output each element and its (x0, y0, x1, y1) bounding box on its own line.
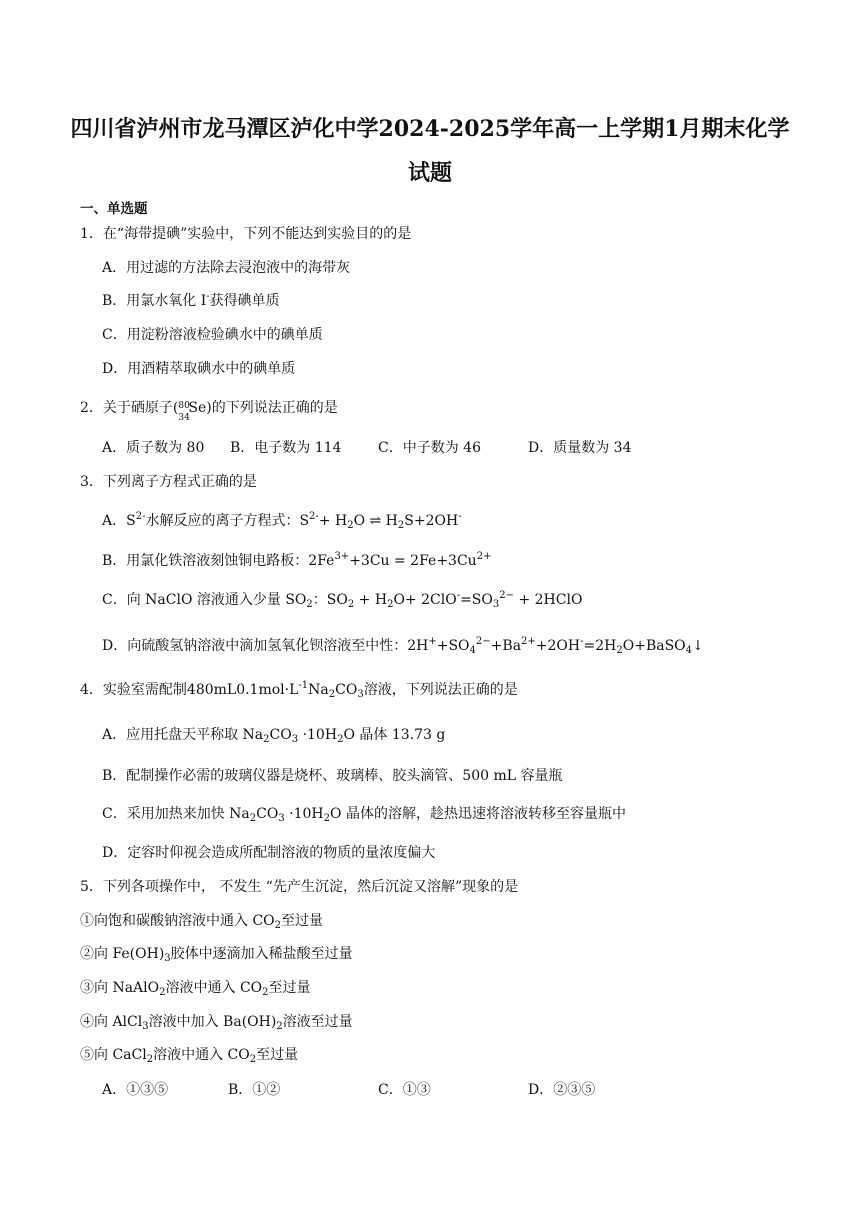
q3-option-c: C．向 NaClO 溶液通入少量 $SO_2$：$SO_2 + H_2O+ 2ClO^-=SO_3^{2-}$ + 2HClO (102, 590, 583, 610)
q5-stem: 5．下列各项操作中， 不发生 “先产生沉淀，然后沉淀又溶解”现象的是 (80, 879, 519, 895)
section-heading: 一、单选题 (80, 201, 148, 217)
q5-option-c: C．①③ (378, 1082, 431, 1098)
q5-item-1: ①向饱和碳酸钠溶液中通入 $CO_2$至过量 (80, 913, 324, 931)
q3-option-d: D．向硫酸氢钠溶液中滴加氢氧化钡溶液至中性：$2H^++SO_4^{2-}+Ba^{2+}+2OH^-=2H_2O+BaSO_4↓$ (102, 636, 704, 656)
q1-option-d: D．用酒精萃取碘水中的碘单质 (102, 361, 296, 377)
q3-option-a: A．$S^{2-}$水解反应的离子方程式：$S^{2-}+ H_2O$ ⇌ $H_2S+2OH^-$ (102, 511, 462, 531)
q5-option-b: B．①② (228, 1082, 281, 1098)
q4-option-a: A．应用托盘天平称取 $Na_2CO_3 \cdot 10H_2O$ 晶体 13.73 g (102, 727, 446, 745)
q4-stem: 4．实验室需配制$480mL0.1mol\cdot L^{-1}Na_2CO_3$溶液，下列说法正确的是 (80, 680, 518, 700)
q2-option-a: A．质子数为 80 (102, 440, 205, 456)
q5-item-2: ②向 $Fe(OH)_3$胶体中逐滴加入稀盐酸至过量 (80, 946, 353, 964)
q2-option-c: C．中子数为 46 (378, 440, 481, 456)
q3-option-b: B．用氯化铁溶液刻蚀铜电路板：$2Fe^{3+}+3Cu = 2Fe+3Cu^{2+}$ (102, 551, 492, 569)
exam-title-line2: 试题 (407, 160, 452, 186)
exam-title-line1: 四川省泸州市龙马潭区泸化中学2024-2025学年高一上学期1月期末化学 (70, 116, 790, 142)
q5-item-3: ③向 NaAlO$_2$溶液中通入 $CO_2$至过量 (80, 980, 311, 998)
q1-option-a: A．用过滤的方法除去浸泡液中的海带灰 (102, 260, 351, 276)
q5-option-a: A．①③⑤ (102, 1082, 169, 1098)
q5-item-5: ⑤向 CaCl$_2$溶液中通入 $CO_2$至过量 (80, 1047, 299, 1065)
q5-item-4: ④向 AlCl$_3$溶液中加入 $Ba(OH)_2$溶液至过量 (80, 1014, 353, 1032)
q2-option-b: B．电子数为 114 (230, 440, 342, 456)
q5-option-d: D．②③⑤ (528, 1082, 596, 1098)
q4-option-c: C．采用加热来加快 $Na_2CO_3 \cdot 10H_2O$ 晶体的溶解，趁热迅速将溶液转移至容量瓶中 (102, 806, 626, 824)
q4-option-d: D．定容时仰视会造成所配制溶液的物质的量浓度偏大 (102, 845, 436, 861)
q2-option-d: D．质量数为 34 (528, 440, 632, 456)
q2-stem: 2．关于硒原子( 80 34 Se)的下列说法正确的是 (80, 400, 338, 423)
q1-option-b: B．用氯水氧化 I-获得碘单质 (102, 291, 280, 309)
q4-option-b: B．配制操作必需的玻璃仪器是烧杯、玻璃棒、胶头滴管、500 mL 容量瓶 (102, 768, 563, 784)
q3-stem: 3．下列离子方程式正确的是 (80, 474, 257, 490)
q1-option-c: C．用淀粉溶液检验碘水中的碘单质 (102, 327, 323, 343)
q1-stem: 1．在“海带提碘”实验中，下列不能达到实验目的的是 (80, 226, 412, 242)
nuclide-notation: 80 34 (178, 401, 190, 423)
